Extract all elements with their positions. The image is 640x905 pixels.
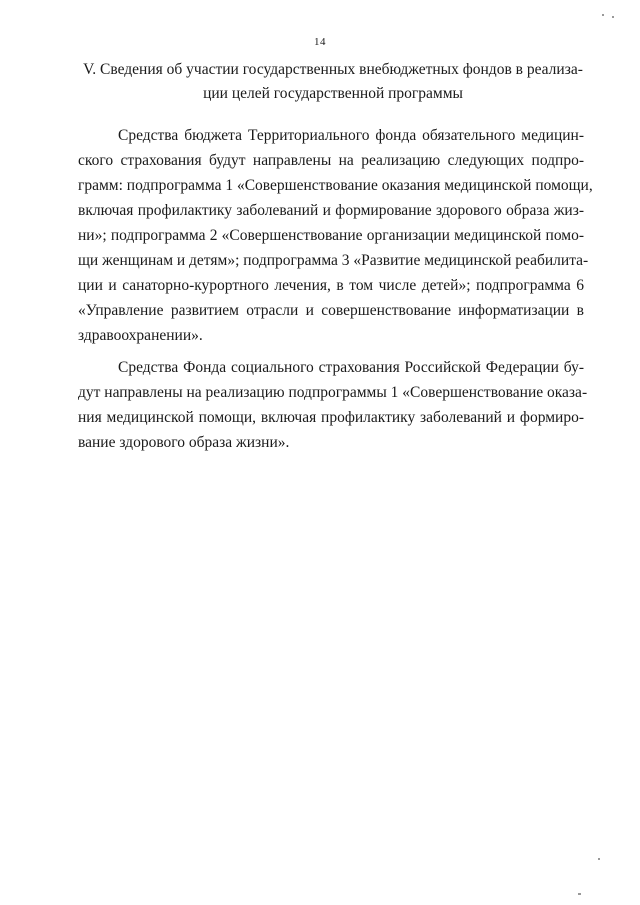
paragraph-line: ни»; подпрограмма 2 «Совершенствование организации медицинской помо- bbox=[78, 227, 584, 244]
paragraph-line: включая профилактику заболеваний и формирование здорового образа жиз- bbox=[78, 202, 584, 219]
scan-speck bbox=[612, 16, 614, 18]
paragraph-line: Средства Фонда социального страхования Российской Федерации бу- bbox=[118, 359, 584, 376]
scan-speck bbox=[602, 14, 604, 16]
paragraph-line: здравоохранении». bbox=[78, 327, 203, 344]
page-number: 14 bbox=[314, 36, 326, 48]
scan-speck bbox=[598, 858, 600, 860]
paragraph-line: «Управление развитием отрасли и совершенствование информатизации в bbox=[78, 302, 584, 319]
paragraph-line: ского страхования будут направлены на реализацию следующих подпро- bbox=[78, 152, 584, 169]
paragraph-line: щи женщинам и детям»; подпрограмма 3 «Развитие медицинской реабилита- bbox=[78, 252, 589, 269]
paragraph-line: дут направлены на реализацию подпрограммы 1 «Совершенствование оказа- bbox=[78, 384, 588, 401]
paragraph-line: ции и санаторно-курортного лечения, в том числе детей»; подпрограмма 6 bbox=[78, 277, 584, 294]
paragraph-line: вание здорового образа жизни». bbox=[78, 434, 290, 451]
paragraph-line: ния медицинской помощи, включая профилактику заболеваний и формиро- bbox=[78, 409, 584, 426]
heading-line: V. Сведения об участии государственных внебюджетных фондов в реализа- bbox=[83, 61, 583, 78]
scan-speck bbox=[578, 893, 581, 895]
paragraph-territorial-fund bbox=[78, 123, 593, 348]
paragraph-line: Средства бюджета Территориального фонда обязательного медицин- bbox=[118, 127, 584, 144]
paragraph-social-insurance-fund bbox=[78, 355, 588, 455]
section-heading bbox=[78, 58, 588, 106]
paragraph-line: грамм: подпрограмма 1 «Совершенствование оказания медицинской помощи, bbox=[78, 177, 593, 194]
heading-line: ции целей государственной программы bbox=[203, 85, 463, 102]
